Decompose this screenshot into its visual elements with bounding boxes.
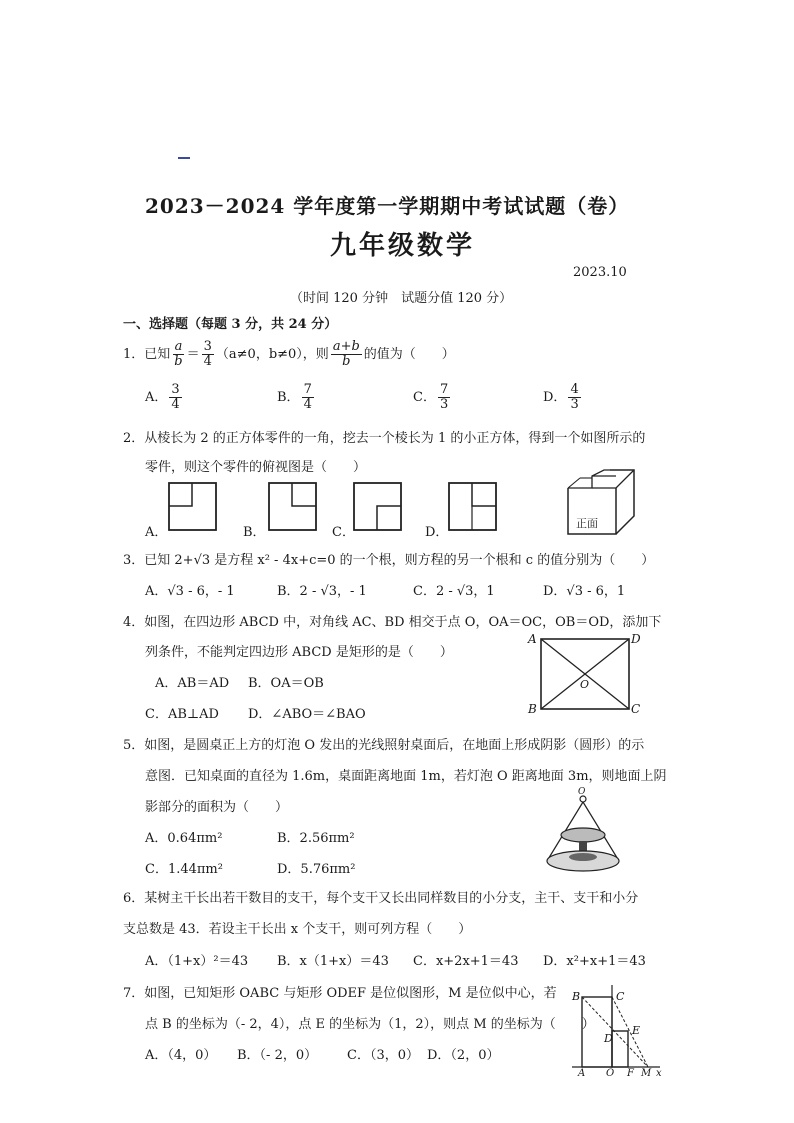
q2-option-a[interactable]: A． [145,525,168,540]
q4-point-o: O [580,678,590,691]
exam-title: 2023－2024 学年度第一学期期中考试试题（卷） [145,194,630,218]
question-4-line-1: 4．如图，在四边形 ABCD 中，对角线 AC、BD 相交于点 O，OA＝OC，OB＝OD，添加下 [123,615,662,630]
exam-subject: 九年级数学 [330,231,476,261]
q2-figure-a [168,482,218,532]
exam-date: 2023.10 [573,265,627,280]
q6-option-d[interactable]: D．x²+x+1＝43 [543,954,646,969]
question-1-stem: 1．已知 $\frac{a}{b}$ ＝ $\frac{3}{4}$ （a≠0，b≠0），则 $\frac{a+b}{b}$ 的值为（ ） [123,339,455,369]
q3-option-b[interactable]: B．2 - √3，- 1 [277,584,367,599]
scan-mark [178,157,190,159]
q3-option-d[interactable]: D．√3 - 6，1 [543,584,626,599]
q7-point-d: D [604,1032,613,1045]
q7-point-c: C [616,990,625,1003]
q4-point-d: D [631,632,641,646]
q1-text: 1．已知 [123,347,171,362]
q4-option-a[interactable]: A．AB＝AD [155,676,230,691]
q2-option-b[interactable]: B． [243,525,266,540]
question-3-line-1: 3．已知 2+√3 是方程 x² - 4x+c=0 的一个根，则方程的另一个根和 c 的值分别为（ ） [123,553,655,568]
q5-point-o: O [578,787,586,797]
question-6-line-1: 6．某树主干长出若干数目的支干，每个支干又长出同样数目的小分支，主干、支干和小分 [123,891,639,906]
question-4-line-2: 列条件，不能判定四边形 ABCD 是矩形的是（ ） [145,645,453,660]
q4-point-c: C [631,702,641,716]
q2-figure-d [448,482,498,532]
q7-point-o: O [606,1068,615,1079]
q7-point-b: B [572,990,581,1003]
q7-point-e: E [632,1024,641,1037]
question-2-line-2: 零件，则这个零件的俯视图是（ ） [145,460,367,475]
question-2-line-1: 2．从棱长为 2 的正方体零件的一角，挖去一个棱长为 1 的小正方体，得到一个如图所示的 [123,431,646,446]
question-5-line-1: 5．如图，是圆桌正上方的灯泡 O 发出的光线照射桌面后，在地面上形成阴影（圆形）的示 [123,738,645,753]
q7-point-m: M [641,1068,652,1079]
q1-option-b[interactable]: B． $\frac{7}{4}$ [277,382,312,412]
q1-option-a[interactable]: A． $\frac{3}{4}$ [145,382,180,412]
exam-time-info: （时间 120 分钟 试题分值 120 分） [290,291,513,306]
q2-figure-c [353,482,403,532]
q2-option-c[interactable]: C． [332,525,355,540]
q4-option-b[interactable]: B．OA＝OB [248,676,324,691]
q5-option-a[interactable]: A．0.64πm² [145,831,223,846]
q4-rectangle-figure [540,638,630,710]
q7-axis-x: x [656,1068,662,1079]
q1-option-c[interactable]: C． $\frac{7}{3}$ [413,382,449,412]
q7-point-f: F [627,1068,634,1079]
q4-point-a: A [528,632,537,646]
q3-option-a[interactable]: A．√3 - 6，- 1 [145,584,235,599]
q7-point-a: A [578,1068,586,1079]
q6-option-c[interactable]: C．x+2x+1＝43 [413,954,519,969]
q7-option-a[interactable]: A．（4，0） [145,1048,217,1063]
question-7-line-1: 7．如图，已知矩形 OABC 与矩形 ODEF 是位似图形，M 是位似中心，若 [123,986,557,1001]
q5-option-d[interactable]: D．5.76πm² [277,862,356,877]
q7-option-d[interactable]: D．（2，0） [427,1048,500,1063]
q7-option-b[interactable]: B．（- 2，0） [237,1048,318,1063]
q5-option-b[interactable]: B．2.56πm² [277,831,355,846]
question-6-line-2: 支总数是 43．若设主干长出 x 个支干，则可列方程（ ） [123,922,472,937]
q2-option-d[interactable]: D． [425,525,449,540]
q4-option-c[interactable]: C．AB⊥AD [145,707,219,722]
q3-option-c[interactable]: C．2 - √3，1 [413,584,495,599]
q6-option-b[interactable]: B．x（1+x）＝43 [277,954,389,969]
section-heading: 一、选择题（每题 3 分，共 24 分） [123,317,338,332]
q2-figure-b [268,482,318,532]
question-7-line-2: 点 B 的坐标为（- 2，4），点 E 的坐标为（1，2），则点 M 的坐标为（ ） [145,1017,595,1032]
q4-point-b: B [528,702,537,716]
question-5-line-3: 影部分的面积为（ ） [145,800,289,815]
q5-lamp-cone-figure [543,795,623,875]
q4-option-d[interactable]: D．∠ABO＝∠BAO [248,707,366,722]
q6-option-a[interactable]: A．（1+x）²＝43 [145,954,249,969]
q7-option-c[interactable]: C．（3，0） [347,1048,419,1063]
question-5-line-2: 意图．已知桌面的直径为 1.6m，桌面距离地面 1m，若灯泡 O 距离地面 3m，则地面上阴 [145,769,667,784]
q2-front-label: 正面 [576,517,598,530]
q5-option-c[interactable]: C．1.44πm² [145,862,223,877]
q1-option-d[interactable]: D． $\frac{4}{3}$ [543,382,579,412]
